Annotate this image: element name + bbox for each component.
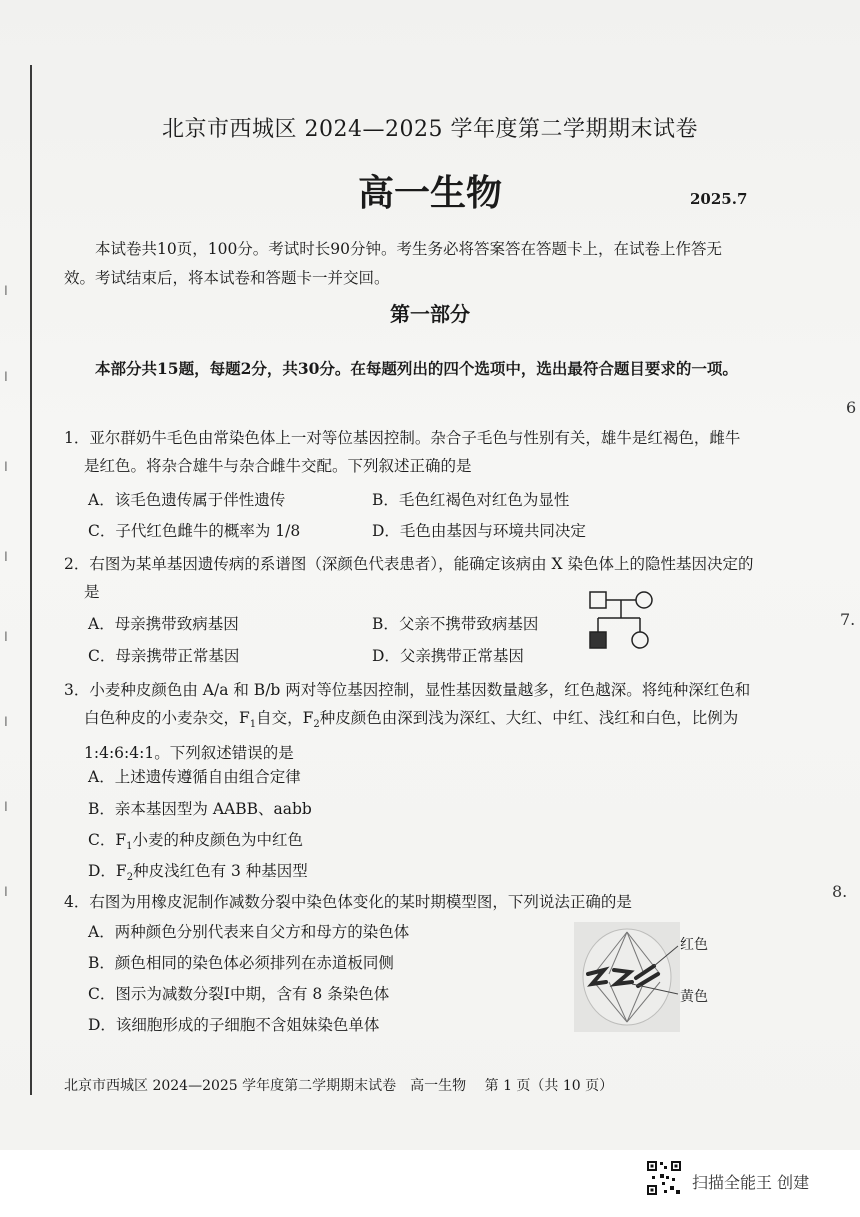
footer-page-number: 第 1 页（共 10 页） [484, 1078, 614, 1094]
exam-title: 北京市西城区 2024—2025 学年度第二学期期末试卷 [162, 117, 698, 142]
option-b: B．父亲不携带致病基因 [372, 615, 539, 633]
option-c: C．$F_1$小麦的种皮颜色为中红色 [88, 831, 304, 853]
chromosome-model-photo [574, 922, 680, 1032]
question-stem: 3．小麦种皮颜色由 A/a 和 B/b 两对等位基因控制，显性基因数量越多，红色越深。将纯种深红色和白色种皮的小麦杂交，$F_1$自交，$F_2$种皮颜色由深到浅为深红、大红、中红、浅红和白色，比例为 1:4:6:4:1。下列叙述错误的是 [64, 681, 751, 763]
daughter-symbol [632, 632, 648, 648]
scanner-watermark: 扫描全能王 创建 [692, 1173, 810, 1192]
subject-title: 高一生物 [357, 173, 502, 214]
question-3 [64, 676, 754, 767]
option-d: D．毛色由基因与环境共同决定 [372, 522, 586, 540]
option-b: B．亲本基因型为 AABB、aabb [88, 800, 312, 818]
question-1 [64, 424, 754, 480]
question-stem: 1．亚尔群奶牛毛色由常染色体上一对等位基因控制。杂合子毛色与性别有关，雄牛是红褐色，雌牛是红色。将杂合雄牛与杂合雌牛交配。下列叙述正确的是 [64, 429, 741, 475]
option-a: A．母亲携带致病基因 [88, 615, 239, 633]
option-c: C．图示为减数分裂Ⅰ中期，含有 8 条染色体 [88, 985, 390, 1003]
question-stem: 2．右图为某单基因遗传病的系谱图（深颜色代表患者），能确定该病由 X 染色体上的隐性基因决定的是 [64, 555, 754, 601]
option-b: B．颜色相同的染色体必须排列在赤道板同侧 [88, 954, 394, 972]
father-symbol [590, 592, 606, 608]
affected-son-symbol [590, 632, 606, 648]
option-d: D．该细胞形成的子细胞不含姐妹染色单体 [88, 1016, 380, 1034]
question-4 [64, 888, 754, 916]
next-page-number: 6 [846, 398, 857, 417]
qr-code-icon [646, 1160, 682, 1196]
exam-date: 2025.7 [690, 190, 748, 208]
page-footer [64, 1075, 784, 1095]
option-b: B．毛色红褐色对红色为显性 [372, 491, 570, 509]
option-a: A．该毛色遗传属于伴性遗传 [88, 491, 286, 509]
question-stem: 4．右图为用橡皮泥制作减数分裂中染色体变化的某时期模型图，下列说法正确的是 [64, 893, 632, 911]
mother-symbol [636, 592, 652, 608]
next-page-number: 8. [832, 882, 848, 901]
option-a: A．两种颜色分别代表来自父方和母方的染色体 [88, 923, 410, 941]
option-c: C．母亲携带正常基因 [88, 647, 240, 665]
pedigree-diagram [588, 588, 668, 658]
label-red: 红色 [680, 937, 708, 953]
option-a: A．上述遗传遵循自由组合定律 [88, 768, 301, 786]
exam-intro: 本试卷共10页，100分。考试时长90分钟。考生务必将答案答在答题卡上，在试卷上作答无效。考试结束后，将本试卷和答题卡一并交回。 [64, 240, 723, 287]
option-d: D．父亲携带正常基因 [372, 647, 524, 665]
option-d: D．$F_2$种皮浅红色有 3 种基因型 [88, 862, 308, 884]
label-yellow: 黄色 [680, 989, 708, 1005]
part-instructions: 本部分共15题，每题2分，共30分。在每题列出的四个选项中，选出最符合题目要求的一项。 [95, 359, 738, 378]
footer-exam-name: 北京市西城区 2024—2025 学年度第二学期期末试卷 高一生物 [64, 1078, 467, 1094]
option-c: C．子代红色雌牛的概率为 1/8 [88, 522, 301, 540]
part-heading: 第一部分 [390, 302, 470, 326]
binding-line [30, 65, 32, 1095]
next-page-number: 7. [840, 610, 856, 629]
